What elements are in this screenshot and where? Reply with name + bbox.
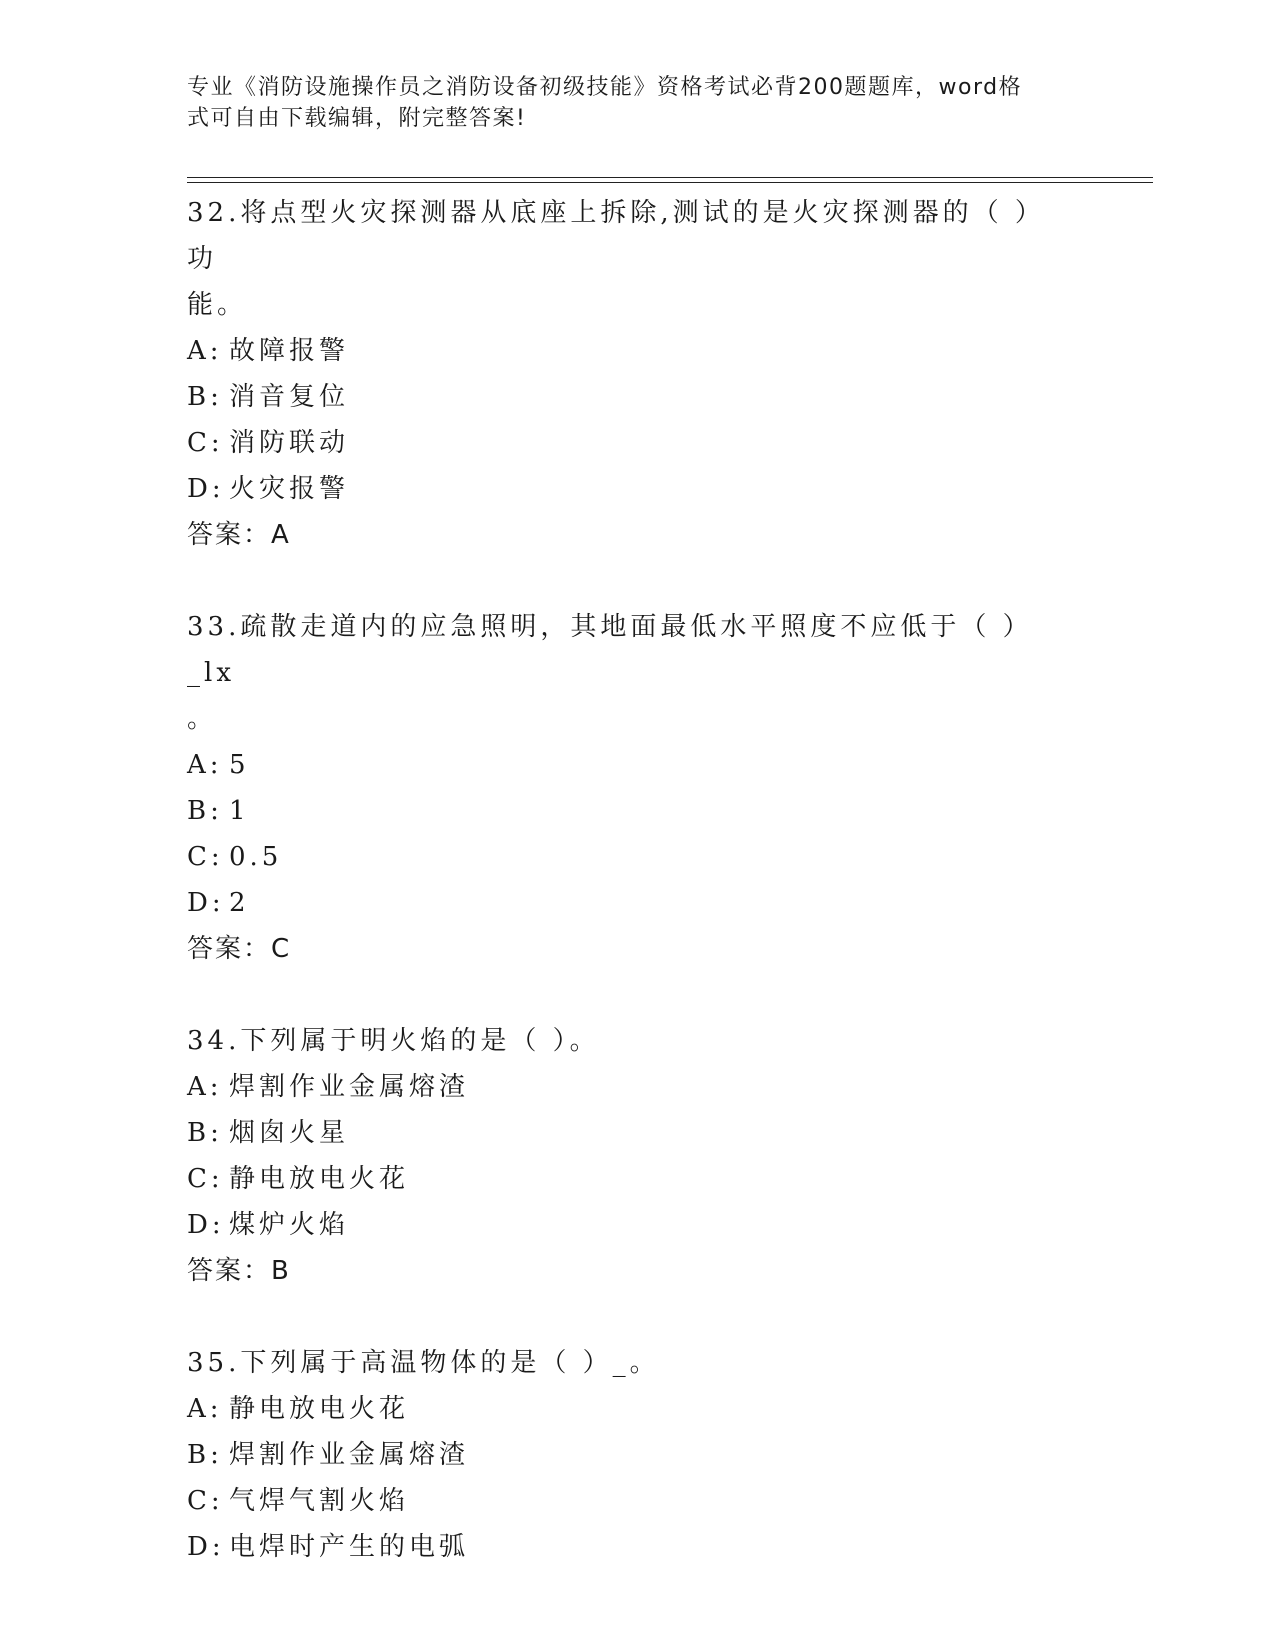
option-text: 焊割作业金属熔渣	[229, 1440, 470, 1470]
option-text: 焊割作业金属熔渣	[229, 1072, 470, 1102]
option-text: 煤炉火焰	[229, 1210, 350, 1240]
question-text-continued: 。	[187, 704, 218, 734]
option-text: 气焊气割火焰	[229, 1486, 410, 1516]
option-letter: D:	[187, 474, 225, 504]
option-d	[187, 1524, 1087, 1570]
option-text: 5	[229, 750, 250, 780]
header-divider-bottom	[187, 182, 1153, 183]
option-letter: B:	[187, 1440, 223, 1470]
option-letter: A:	[187, 750, 223, 780]
document-header	[187, 72, 1067, 134]
answer-label: 答案：B	[187, 1256, 291, 1286]
question-33	[187, 604, 1087, 972]
header-line-2: 式可自由下载编辑，附完整答案!	[187, 106, 527, 131]
option-d	[187, 880, 1087, 926]
spacer	[187, 1294, 1087, 1340]
option-text: 火灾报警	[229, 474, 350, 504]
answer-label: 答案：C	[187, 934, 292, 964]
question-text: 32.将点型火灾探测器从底座上拆除,测试的是火灾探测器的（ ）功	[187, 198, 1045, 274]
option-text: 消防联动	[229, 428, 350, 458]
option-letter: C:	[187, 842, 224, 872]
option-text: 0.5	[229, 842, 283, 872]
option-letter: B:	[187, 1118, 223, 1148]
question-text: 35.下列属于高温物体的是（ ）_。	[187, 1348, 660, 1378]
option-c	[187, 1478, 1087, 1524]
spacer	[187, 972, 1087, 1018]
header-divider-top	[187, 177, 1153, 178]
option-d	[187, 466, 1087, 512]
option-b	[187, 1110, 1087, 1156]
option-c	[187, 1156, 1087, 1202]
question-34	[187, 1018, 1087, 1294]
option-c	[187, 834, 1087, 880]
option-b	[187, 788, 1087, 834]
option-letter: C:	[187, 428, 224, 458]
option-text: 2	[229, 888, 250, 918]
option-letter: D:	[187, 888, 225, 918]
option-letter: D:	[187, 1532, 225, 1562]
option-letter: D:	[187, 1210, 225, 1240]
question-32	[187, 190, 1087, 558]
option-a	[187, 742, 1087, 788]
option-a	[187, 1064, 1087, 1110]
option-text: 静电放电火花	[229, 1164, 410, 1194]
option-letter: C:	[187, 1164, 224, 1194]
option-letter: A:	[187, 1394, 223, 1424]
question-text: 33.疏散走道内的应急照明，其地面最低水平照度不应低于（ ）_lx	[187, 612, 1033, 688]
option-text: 消音复位	[229, 382, 350, 412]
option-letter: C:	[187, 1486, 224, 1516]
option-b	[187, 1432, 1087, 1478]
option-b	[187, 374, 1087, 420]
question-text: 34.下列属于明火焰的是（ ）。	[187, 1026, 600, 1056]
option-d	[187, 1202, 1087, 1248]
answer-label: 答案：A	[187, 520, 291, 550]
question-text-continued: 能。	[187, 290, 248, 320]
option-letter: A:	[187, 1072, 223, 1102]
option-text: 故障报警	[229, 336, 350, 366]
spacer	[187, 558, 1087, 604]
option-c	[187, 420, 1087, 466]
question-list	[187, 190, 1087, 1570]
option-text: 静电放电火花	[229, 1394, 410, 1424]
option-text: 1	[229, 796, 250, 826]
option-letter: B:	[187, 382, 223, 412]
option-a	[187, 328, 1087, 374]
option-letter: A:	[187, 336, 223, 366]
option-text: 电焊时产生的电弧	[229, 1532, 470, 1562]
header-line-1: 专业《消防设施操作员之消防设备初级技能》资格考试必背200题题库，word格	[187, 75, 1023, 100]
option-text: 烟囱火星	[229, 1118, 350, 1148]
option-a	[187, 1386, 1087, 1432]
question-35	[187, 1340, 1087, 1570]
option-letter: B:	[187, 796, 223, 826]
